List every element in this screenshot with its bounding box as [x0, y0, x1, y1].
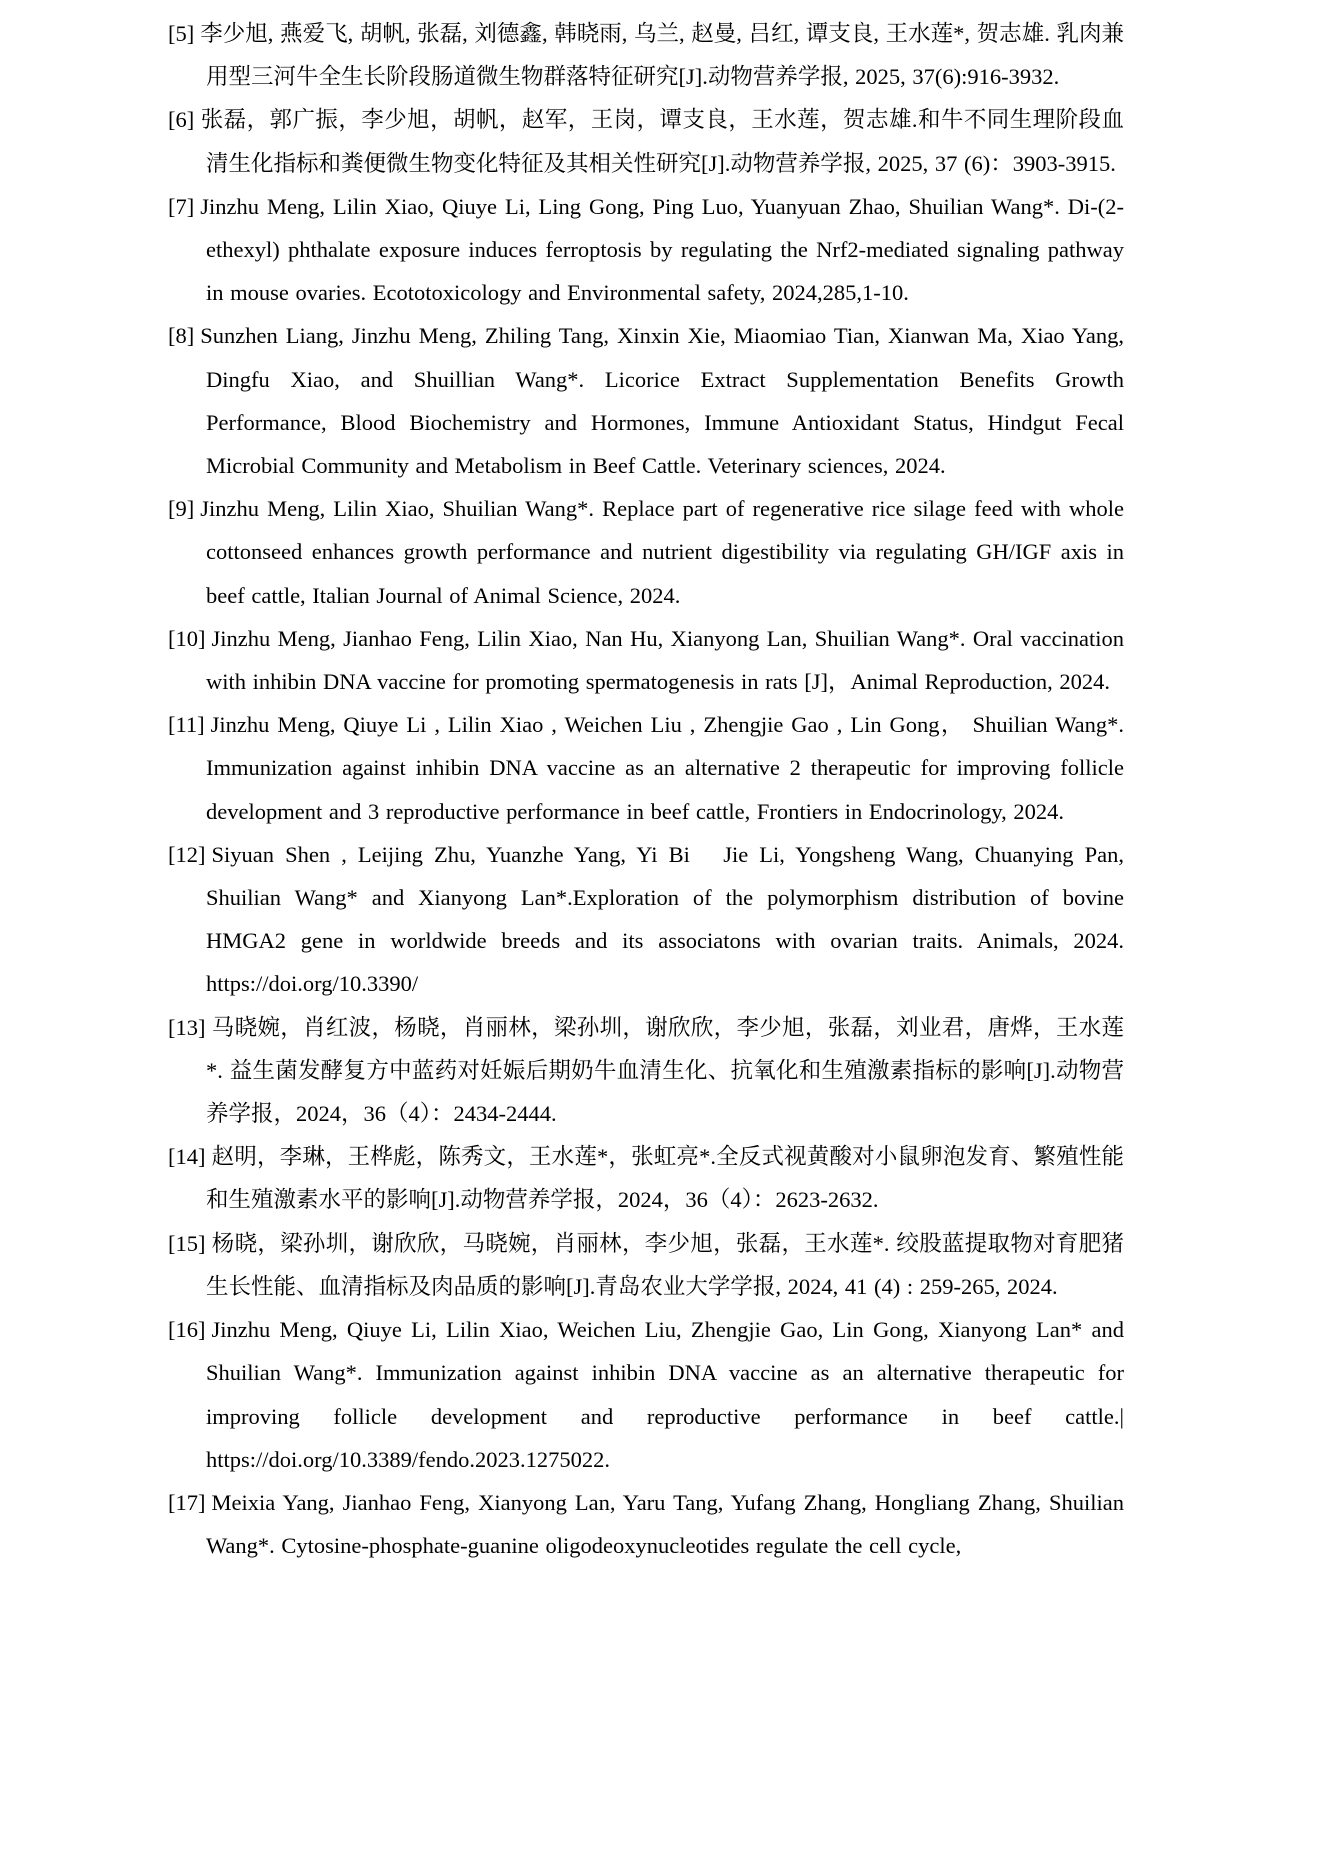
reference-item-13	[168, 1006, 1124, 1136]
reference-number: [17]	[168, 1489, 206, 1515]
reference-number: [15]	[168, 1230, 206, 1256]
reference-number: [8]	[168, 323, 195, 349]
reference-item-5	[168, 12, 1124, 98]
reference-text: Sunzhen Liang, Jinzhu Meng, Zhiling Tang, Xinxin Xie, Miaomiao Tian, Xianwan Ma, Xiao Yang, Dingfu Xiao, and Shuillian Wang*. Licorice Extract Supplementation Benefits Growth Performance, Blood Biochemistry and Hormones, Immune Antioxidant Status, Hindgut Fecal Microbial Community and Metabolism in Beef Cattle. Veterinary sciences, 2024.	[200, 323, 1124, 479]
reference-number: [6]	[168, 107, 195, 133]
reference-number: [14]	[168, 1144, 206, 1170]
reference-text: Jinzhu Meng, Jianhao Feng, Lilin Xiao, Nan Hu, Xianyong Lan, Shuilian Wang*. Oral vaccination with inhibin DNA vaccine for promoting spermatogenesis in rats [J]，Animal Reproduction, 2024.	[206, 625, 1124, 695]
reference-text: 马晓婉，肖红波，杨晓，肖丽林，梁孙圳，谢欣欣，李少旭，张磊，刘业君，唐烨，王水莲*. 益生菌发酵复方中蓝药对妊娠后期奶牛血清生化、抗氧化和生殖激素指标的影响[J].动物营养学报，2024，36（4）：2434-2444.	[206, 1014, 1124, 1127]
reference-item-15	[168, 1222, 1124, 1308]
reference-text: Jinzhu Meng, Lilin Xiao, Shuilian Wang*. Replace part of regenerative rice silage feed with whole cottonseed enhances growth performance and nutrient digestibility via regulating GH/IGF axis in beef cattle, Italian Journal of Animal Science, 2024.	[200, 496, 1124, 608]
reference-item-11	[168, 703, 1124, 833]
reference-text: Meixia Yang, Jianhao Feng, Xianyong Lan, Yaru Tang, Yufang Zhang, Hongliang Zhang, Shuilian Wang*. Cytosine-phosphate-guanine oligodeoxynucleotides regulate the cell cycle,	[206, 1489, 1124, 1559]
reference-number: [10]	[168, 625, 206, 651]
reference-item-16	[168, 1308, 1124, 1481]
reference-item-14	[168, 1135, 1124, 1221]
reference-item-12	[168, 833, 1124, 1006]
reference-number: [5]	[168, 21, 195, 46]
reference-text: 张磊，郭广振，李少旭，胡帆，赵军，王岗，谭支良，王水莲，贺志雄.和牛不同生理阶段血清生化指标和粪便微生物变化特征及其相关性研究[J].动物营养学报, 2025, 37 (6)：3903-3915.	[200, 107, 1124, 176]
reference-text: Siyuan Shen , Leijing Zhu, Yuanzhe Yang, Yi Bi Jie Li, Yongsheng Wang, Chuanying Pan, Shuilian Wang* and Xianyong Lan*.Exploration of the polymorphism distribution of bovine HMGA2 gene in worldwide breeds and its associatons with ovarian traits. Animals, 2024. https://doi.org/10.3390/	[206, 841, 1124, 997]
reference-item-8	[168, 314, 1124, 487]
reference-text: Jinzhu Meng, Lilin Xiao, Qiuye Li, Ling Gong, Ping Luo, Yuanyuan Zhao, Shuilian Wang*. Di-(2-ethexyl) phthalate exposure induces ferroptosis by regulating the Nrf2-mediated signaling pathway in mouse ovaries. Ecototoxicology and Environmental safety, 2024,285,1-10.	[200, 193, 1124, 306]
reference-number: [9]	[168, 496, 195, 522]
reference-text: 李少旭, 燕爱飞, 胡帆, 张磊, 刘德鑫, 韩晓雨, 乌兰, 赵曼, 吕红, 谭支良, 王水莲*, 贺志雄. 乳肉兼用型三河牛全生长阶段肠道微生物群落特征研究[J].动物营养学报, 2025, 37(6):916-3932.	[200, 21, 1124, 90]
reference-list	[168, 12, 1124, 1567]
reference-number: [12]	[168, 841, 206, 867]
reference-text: Jinzhu Meng, Qiuye Li , Lilin Xiao , Weichen Liu , Zhengjie Gao , Lin Gong， Shuilian Wang*. Immunization against inhibin DNA vaccine as an alternative 2 therapeutic for improving follicle development and 3 reproductive performance in beef cattle, Frontiers in Endocrinology, 2024.	[206, 712, 1124, 824]
reference-text: 杨晓，梁孙圳，谢欣欣，马晓婉，肖丽林，李少旭，张磊，王水莲*. 绞股蓝提取物对育肥猪生长性能、血清指标及肉品质的影响[J].青岛农业大学学报, 2024, 41 (4) : 259-265, 2024.	[206, 1230, 1124, 1299]
reference-number: [11]	[168, 712, 205, 738]
reference-item-10	[168, 617, 1124, 703]
reference-number: [16]	[168, 1317, 206, 1343]
reference-item-6	[168, 98, 1124, 184]
reference-item-17	[168, 1481, 1124, 1567]
reference-number: [13]	[168, 1014, 206, 1040]
reference-item-9	[168, 487, 1124, 617]
reference-item-7	[168, 185, 1124, 315]
reference-text: Jinzhu Meng, Qiuye Li, Lilin Xiao, Weichen Liu, Zhengjie Gao, Lin Gong, Xianyong Lan* and Shuilian Wang*. Immunization against inhibin DNA vaccine as an alternative therapeutic for improving follicle development and reproductive performance in beef cattle.| https://doi.org/10.3389/fendo.2023.1275022.	[206, 1317, 1124, 1472]
reference-number: [7]	[168, 193, 195, 219]
reference-text: 赵明，李琳，王桦彪，陈秀文，王水莲*，张虹亮*.全反式视黄酸对小鼠卵泡发育、繁殖性能和生殖激素水平的影响[J].动物营养学报，2024，36（4）：2623-2632.	[206, 1144, 1124, 1213]
